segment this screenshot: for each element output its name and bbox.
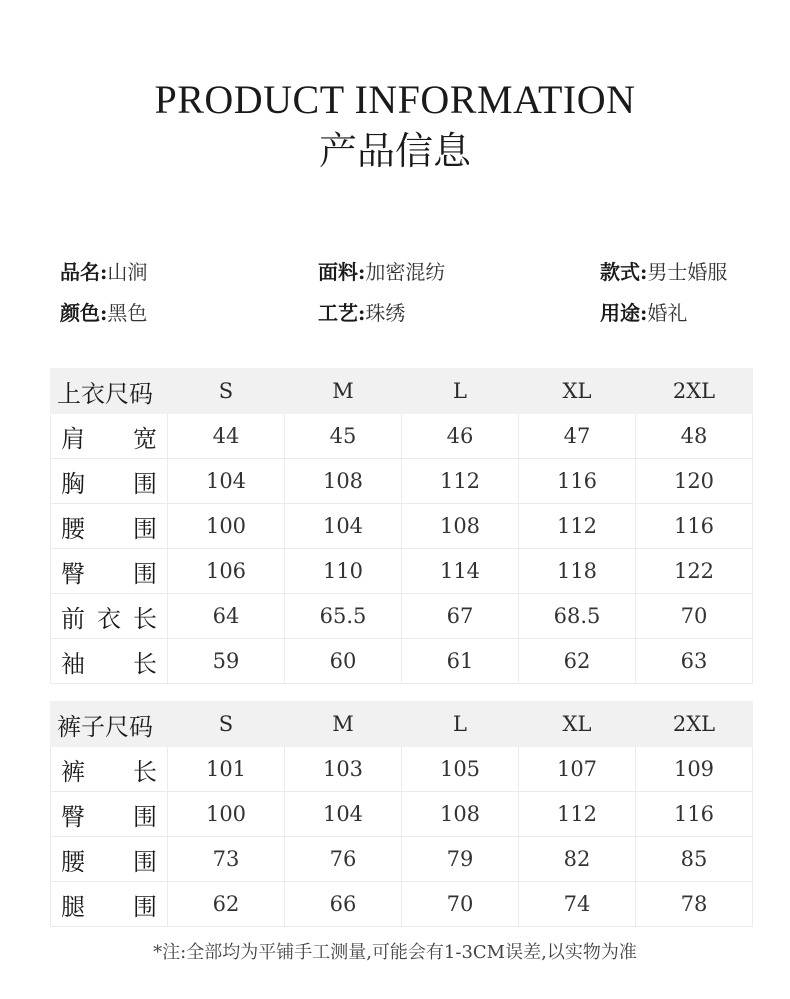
table-cell: 68.5 [519,594,636,639]
table-cell: 106 [168,549,285,594]
size-header: L [402,369,519,414]
table-cell: 47 [519,414,636,459]
size-header: M [285,702,402,747]
table-cell: 112 [519,504,636,549]
info-key: 面料: [318,260,366,284]
table-cell: 70 [636,594,753,639]
table-cell: 61 [402,639,519,684]
table-row [51,459,753,504]
row-label: 臀围 [51,549,168,594]
row-label: 前衣长 [51,594,168,639]
table-cell: 108 [285,459,402,504]
row-label: 腿围 [51,882,168,927]
table-cell: 112 [519,792,636,837]
table-cell: 82 [519,837,636,882]
info-craft [318,300,405,326]
table-row [51,747,753,792]
info-product-name [60,259,147,285]
size-header: S [168,702,285,747]
table-cell: 74 [519,882,636,927]
info-value: 婚礼 [647,301,688,325]
size-header: 2XL [636,702,753,747]
table-row [51,414,753,459]
row-label: 肩宽 [51,414,168,459]
measurement-note: *注:全部均为平铺手工测量,可能会有1-3CM误差,以实物为准 [153,942,637,963]
table-cell: 109 [636,747,753,792]
size-header: XL [519,369,636,414]
table-cell: 76 [285,837,402,882]
table-cell: 62 [519,639,636,684]
info-value: 山涧 [107,260,148,284]
table-cell: 66 [285,882,402,927]
table-cell: 59 [168,639,285,684]
table-cell: 63 [636,639,753,684]
table-row [51,882,753,927]
size-header: L [402,702,519,747]
table-row [51,792,753,837]
table-cell: 78 [636,882,753,927]
table-row [51,504,753,549]
info-color [60,300,147,326]
title-cn: 产品信息 [318,129,471,173]
table-header-row [51,702,753,747]
table-header-row [51,369,753,414]
table-cell: 122 [636,549,753,594]
table-cell: 103 [285,747,402,792]
table-cell: 108 [402,792,519,837]
info-key: 品名: [60,260,108,284]
table-row [51,639,753,684]
table-cell: 118 [519,549,636,594]
table-cell: 104 [168,459,285,504]
table-cell: 110 [285,549,402,594]
row-label: 腰围 [51,504,168,549]
pants-size-header: 裤子尺码 [51,702,168,747]
table-cell: 112 [402,459,519,504]
table-cell: 45 [285,414,402,459]
row-label: 腰围 [51,837,168,882]
size-header: M [285,369,402,414]
table-cell: 44 [168,414,285,459]
table-cell: 116 [636,504,753,549]
table-cell: 108 [402,504,519,549]
info-value: 珠绣 [365,301,406,325]
row-label: 臀围 [51,792,168,837]
size-header: XL [519,702,636,747]
info-value: 男士婚服 [647,260,728,284]
info-value: 黑色 [107,301,148,325]
table-row [51,549,753,594]
info-style [600,259,727,285]
info-key: 用途: [600,301,648,325]
table-cell: 70 [402,882,519,927]
info-value: 加密混纺 [365,260,446,284]
size-header: S [168,369,285,414]
table-cell: 67 [402,594,519,639]
table-cell: 120 [636,459,753,504]
row-label: 裤长 [51,747,168,792]
info-key: 颜色: [60,301,108,325]
info-fabric [318,259,445,285]
row-label: 袖长 [51,639,168,684]
table-cell: 64 [168,594,285,639]
table-cell: 116 [519,459,636,504]
jacket-size-header: 上衣尺码 [51,369,168,414]
table-cell: 73 [168,837,285,882]
table-cell: 60 [285,639,402,684]
table-cell: 107 [519,747,636,792]
table-cell: 48 [636,414,753,459]
table-cell: 114 [402,549,519,594]
table-cell: 105 [402,747,519,792]
table-cell: 104 [285,792,402,837]
table-row [51,594,753,639]
table-cell: 85 [636,837,753,882]
info-key: 款式: [600,260,648,284]
table-cell: 100 [168,792,285,837]
size-header: 2XL [636,369,753,414]
table-cell: 101 [168,747,285,792]
jacket-size-table [50,368,753,684]
info-key: 工艺: [318,301,366,325]
table-row [51,837,753,882]
table-cell: 65.5 [285,594,402,639]
table-cell: 104 [285,504,402,549]
table-cell: 100 [168,504,285,549]
info-usage [600,300,687,326]
table-cell: 62 [168,882,285,927]
table-cell: 116 [636,792,753,837]
row-label: 胸围 [51,459,168,504]
title-en: PRODUCT INFORMATION [154,77,636,122]
pants-size-table [50,701,753,927]
table-cell: 46 [402,414,519,459]
table-cell: 79 [402,837,519,882]
